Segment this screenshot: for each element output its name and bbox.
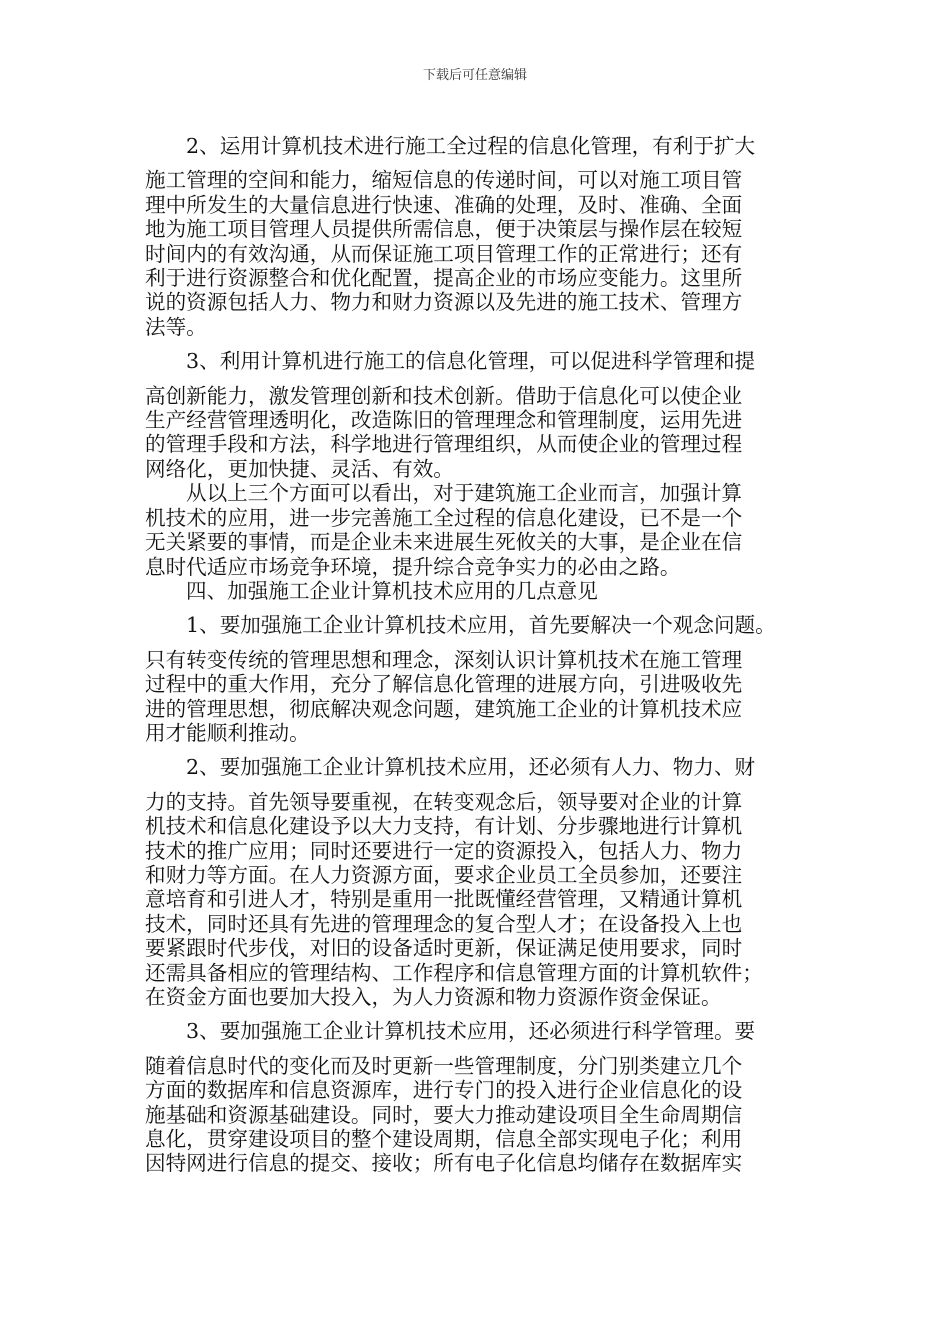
paragraph-spacer — [145, 1009, 810, 1019]
text-line: 法等。 — [145, 314, 207, 339]
paragraph-spacer — [145, 745, 810, 755]
text-line: 力的支持。首先领导要重视，在转变观念后，领导要对企业的计算 — [145, 789, 743, 814]
text-line: 机技术的应用，进一步完善施工全过程的信息化建设，已不是一个 — [145, 505, 743, 530]
paragraph — [145, 1054, 810, 1176]
paragraph — [145, 168, 810, 339]
text-line: 因特网进行信息的提交、接收；所有电子化信息均储存在数据库实 — [145, 1151, 743, 1176]
text-line: 四、加强施工企业计算机技术应用的几点意见 — [186, 578, 598, 603]
text-line: 从以上三个方面可以看出，对于建筑施工企业而言，加强计算 — [186, 481, 743, 506]
paragraph-spacer — [145, 158, 810, 168]
document-text — [145, 134, 810, 1176]
text-line: 和财力等方面。在人力资源方面，要求企业员工全员参加，还要注 — [145, 862, 743, 887]
text-line: 3、要加强施工企业计算机技术应用，还必须进行科学管理。要 — [186, 1019, 756, 1044]
text-line: 施工管理的空间和能力，缩短信息的传递时间，可以对施工项目管 — [145, 168, 743, 193]
text-line: 理中所发生的大量信息进行快速、准确的处理，及时、准确、全面 — [145, 192, 743, 217]
paragraph-spacer — [145, 1044, 810, 1054]
text-line: 3、利用计算机进行施工的信息化管理，可以促进科学管理和提 — [186, 349, 756, 374]
paragraph-spacer — [145, 339, 810, 349]
text-line: 1、要加强施工企业计算机技术应用，首先要解决一个观念问题。 — [186, 613, 776, 638]
text-line: 2、运用计算机技术进行施工全过程的信息化管理，有利于扩大 — [186, 134, 756, 158]
text-line: 过程中的重大作用，充分了解信息化管理的进展方向，引进吸收先 — [145, 672, 743, 697]
paragraph — [145, 481, 810, 579]
text-line: 生产经营管理透明化，改造陈旧的管理理念和管理制度，运用先进 — [145, 408, 743, 433]
paragraph-spacer — [145, 780, 810, 790]
document-body — [145, 134, 810, 1176]
paragraph-spacer — [145, 374, 810, 384]
paragraph — [145, 1019, 810, 1043]
text-line: 说的资源包括人力、物力和财力资源以及先进的施工技术、管理方 — [145, 290, 743, 315]
paragraph — [145, 579, 810, 603]
text-line: 用才能顺利推动。 — [145, 720, 310, 745]
text-line: 方面的数据库和信息资源库，进行专门的投入进行企业信息化的设 — [145, 1078, 743, 1103]
text-line: 意培育和引进人才，特别是重用一批既懂经营管理，又精通计算机 — [145, 887, 743, 912]
paragraph-spacer — [145, 603, 810, 613]
text-line: 还需具备相应的管理结构、工作程序和信息管理方面的计算机软件； — [145, 960, 763, 985]
text-line: 要紧跟时代步伐，对旧的设备适时更新，保证满足使用要求，同时 — [145, 936, 743, 961]
text-line: 网络化，更加快捷、灵活、有效。 — [145, 456, 454, 481]
text-line: 无关紧要的事情，而是企业未来进展生死攸关的大事，是企业在信 — [145, 530, 743, 555]
paragraph-spacer — [145, 638, 810, 648]
text-line: 只有转变传统的管理思想和理念，深刻认识计算机技术在施工管理 — [145, 647, 743, 672]
text-line: 息时代适应市场竞争环境，提升综合竞争实力的必由之路。 — [145, 554, 681, 579]
page-header: 下载后可任意编辑 — [422, 68, 527, 83]
paragraph — [145, 755, 810, 779]
paragraph — [145, 648, 810, 746]
paragraph — [145, 613, 810, 637]
text-line: 技术的推广应用；同时还要进行一定的资源投入，包括人力、物力 — [145, 838, 743, 863]
text-line: 施基础和资源基础建设。同时，要大力推动建设项目全生命周期信 — [145, 1102, 743, 1127]
text-line: 技术，同时还具有先进的管理理念的复合型人才；在设备投入上也 — [145, 911, 743, 936]
text-line: 息化，贯穿建设项目的整个建设周期，信息全部实现电子化；利用 — [145, 1127, 743, 1152]
text-line: 进的管理思想，彻底解决观念问题，建筑施工企业的计算机技术应 — [145, 696, 743, 721]
text-line: 机技术和信息化建设予以大力支持，有计划、分步骤地进行计算机 — [145, 814, 743, 839]
paragraph — [145, 384, 810, 482]
paragraph — [145, 134, 810, 158]
text-line: 利于进行资源整合和优化配置，提高企业的市场应变能力。这里所 — [145, 266, 743, 291]
text-line: 高创新能力，激发管理创新和技术创新。借助于信息化可以使企业 — [145, 383, 743, 408]
text-line: 地为施工项目管理人员提供所需信息，便于决策层与操作层在较短 — [145, 217, 743, 242]
text-line: 在资金方面也要加大投入，为人力资源和物力资源作资金保证。 — [145, 985, 722, 1009]
text-line: 的管理手段和方法，科学地进行管理组织，从而使企业的管理过程 — [145, 432, 743, 457]
text-line: 时间内的有效沟通，从而保证施工项目管理工作的正常进行；还有 — [145, 241, 743, 266]
text-line: 随着信息时代的变化而及时更新一些管理制度，分门别类建立几个 — [145, 1053, 743, 1078]
paragraph — [145, 790, 810, 1010]
text-line: 2、要加强施工企业计算机技术应用，还必须有人力、物力、财 — [186, 755, 756, 780]
paragraph — [145, 349, 810, 373]
